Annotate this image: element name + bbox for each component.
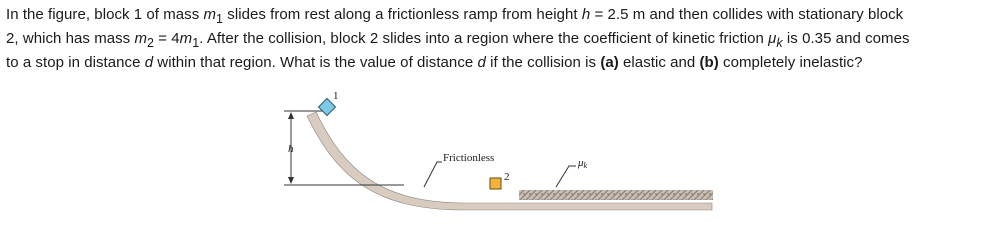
height-label: h — [288, 143, 294, 155]
problem-line-3: to a stop in distance d within that region. What is the value of distance d if the collision is (a) elastic and (b) completely inelastic? — [6, 54, 863, 71]
block-2 — [490, 178, 501, 189]
mu-leader — [556, 166, 576, 187]
problem-line-2: 2, which has mass $m_2 = 4m_1$. After the collision, block 2 slides into a region where the coefficient of kinetic friction $\mu_k$ is 0.35 and comes — [6, 30, 910, 50]
height-arrow-down — [288, 177, 294, 184]
rough-region — [519, 190, 713, 200]
height-arrow-up — [288, 112, 294, 119]
mu-label: μk — [578, 157, 588, 170]
block-1-label: 1 — [333, 90, 339, 102]
problem-line-1: In the figure, block 1 of mass $m_1$ slides from rest along a frictionless ramp from height h = 2.5 m and then collides with stationary block — [6, 6, 904, 26]
block-2-label: 2 — [504, 171, 510, 183]
frictionless-leader — [424, 162, 442, 187]
frictionless-label: Frictionless — [443, 152, 495, 164]
